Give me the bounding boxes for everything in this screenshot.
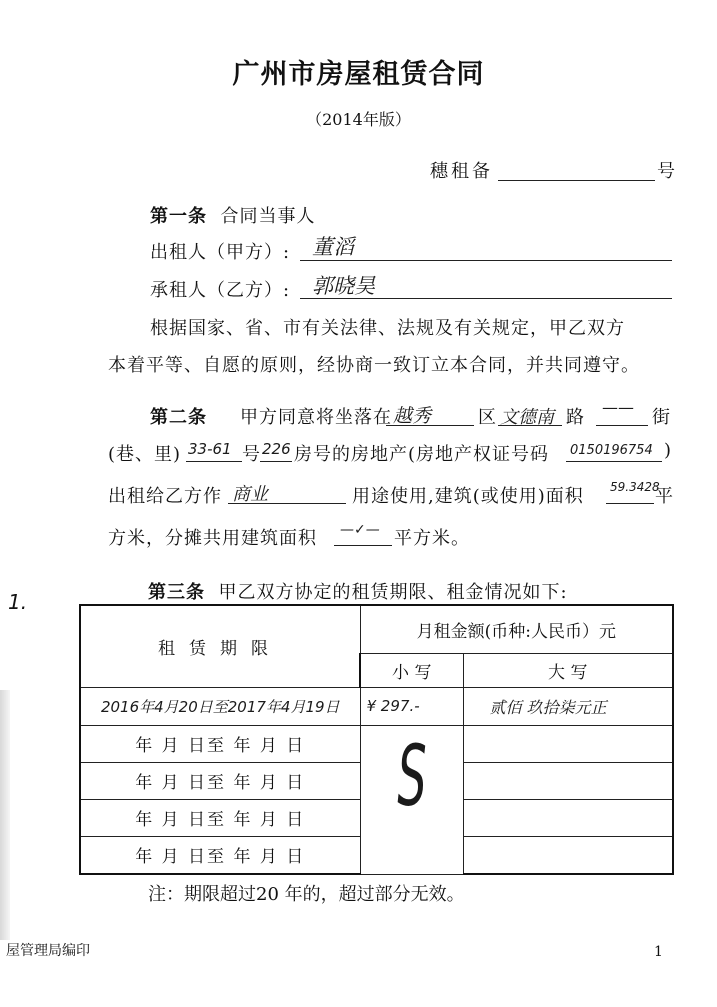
row4-period[interactable]: 年 月 日至 年 月 日 <box>80 799 360 836</box>
registration-suffix: 号 <box>657 161 675 182</box>
area-underline <box>606 503 654 504</box>
lower-amount-scribble <box>360 725 463 874</box>
publisher-label: 屋管理局编印 <box>6 943 90 959</box>
lessor-underline <box>300 260 672 261</box>
article1-heading: 第一条 合同当事人 <box>150 206 316 227</box>
rent-header: 月租金额(币种:人民币）元 <box>360 605 673 653</box>
room-value: 226 <box>262 440 291 458</box>
edition-label: （2014年版） <box>306 110 411 129</box>
upper-case-header: 大 写 <box>463 653 673 687</box>
row5-upper-amount[interactable] <box>463 836 673 874</box>
district-suffix: 区 <box>478 407 497 428</box>
period-header: 租赁期限 <box>80 605 360 687</box>
registration-label: 穗租备 <box>430 161 493 182</box>
row4-upper-amount[interactable] <box>463 799 673 836</box>
street-suffix: 街 <box>652 407 671 428</box>
row5-period[interactable]: 年 月 日至 年 月 日 <box>80 836 360 874</box>
street-underline <box>596 425 648 426</box>
row3-upper-amount[interactable] <box>463 762 673 799</box>
scribble-mark: S <box>396 726 427 825</box>
article2-text: 甲方同意将坐落在 <box>240 407 392 428</box>
lease-to-label: 出租给乙方作 <box>108 486 222 507</box>
district-value: 越秀 <box>393 405 432 427</box>
house-number-value: 33-61 <box>188 440 232 458</box>
row1-upper-amount[interactable]: 贰佰 玖拾柒元正 <box>463 687 673 725</box>
property-label: 房号的房地产(房地产权证号码 <box>294 444 550 465</box>
area-suffix: 平 <box>655 486 674 507</box>
document-title: 广州市房屋租赁合同 <box>232 59 485 90</box>
binding-shadow <box>0 690 10 940</box>
usage-value: 商业 <box>232 484 268 505</box>
road-value: 文德南 <box>500 407 554 428</box>
shared-area-value: —✓— <box>340 522 380 538</box>
lessor-label: 出租人（甲方）: <box>150 242 291 263</box>
road-underline <box>498 425 562 426</box>
lessee-label: 承租人（乙方）: <box>150 280 291 301</box>
house-number-underline <box>186 461 242 462</box>
room-underline <box>260 461 292 462</box>
validity-note: 注：期限超过20 年的，超过部分无效。 <box>148 884 465 905</box>
article1-paragraph-line2: 本着平等、自愿的原则，经协商一致订立本合同，并共同遵守。 <box>108 355 640 376</box>
shared-area-underline <box>334 545 392 546</box>
page-number: 1 <box>654 944 663 960</box>
row1-lower-amount[interactable]: ¥ 297.- <box>360 687 463 725</box>
rent-table <box>79 604 674 875</box>
article3-heading: 第三条 甲乙双方协定的租赁期限、租金情况如下: <box>148 582 568 603</box>
lower-case-header: 小 写 <box>360 653 463 687</box>
article2-heading: 第二条 <box>150 407 207 428</box>
lane-label: (巷、里) <box>108 444 182 465</box>
lessor-name: 董滔 <box>312 235 354 259</box>
shared-area-label: 方米，分摊共用建筑面积 <box>108 528 317 549</box>
lessee-name: 郭晓昊 <box>312 274 375 298</box>
lessee-underline <box>300 298 672 299</box>
shared-area-suffix: 平方米。 <box>394 528 470 549</box>
house-number-suffix: 号 <box>242 444 261 465</box>
usage-underline <box>228 503 346 504</box>
row3-period[interactable]: 年 月 日至 年 月 日 <box>80 762 360 799</box>
road-suffix: 路 <box>566 407 585 428</box>
registration-number-field[interactable] <box>498 180 655 181</box>
district-underline <box>386 425 474 426</box>
row2-upper-amount[interactable] <box>463 725 673 762</box>
article1-paragraph-line1: 根据国家、省、市有关法律、法规及有关规定，甲乙双方 <box>150 318 625 339</box>
row1-period[interactable]: 2016年4月20日至2017年4月19日 <box>80 687 360 725</box>
margin-mark: 1. <box>8 590 28 614</box>
row2-period[interactable]: 年 月 日至 年 月 日 <box>80 725 360 762</box>
street-value: —— <box>602 398 634 417</box>
certificate-close: ) <box>664 440 673 461</box>
area-label: 用途使用,建筑(或使用)面积 <box>352 486 584 507</box>
certificate-underline <box>566 461 662 462</box>
certificate-number-value: 0150196754 <box>570 443 653 458</box>
area-value: 59.3428 <box>610 480 660 494</box>
